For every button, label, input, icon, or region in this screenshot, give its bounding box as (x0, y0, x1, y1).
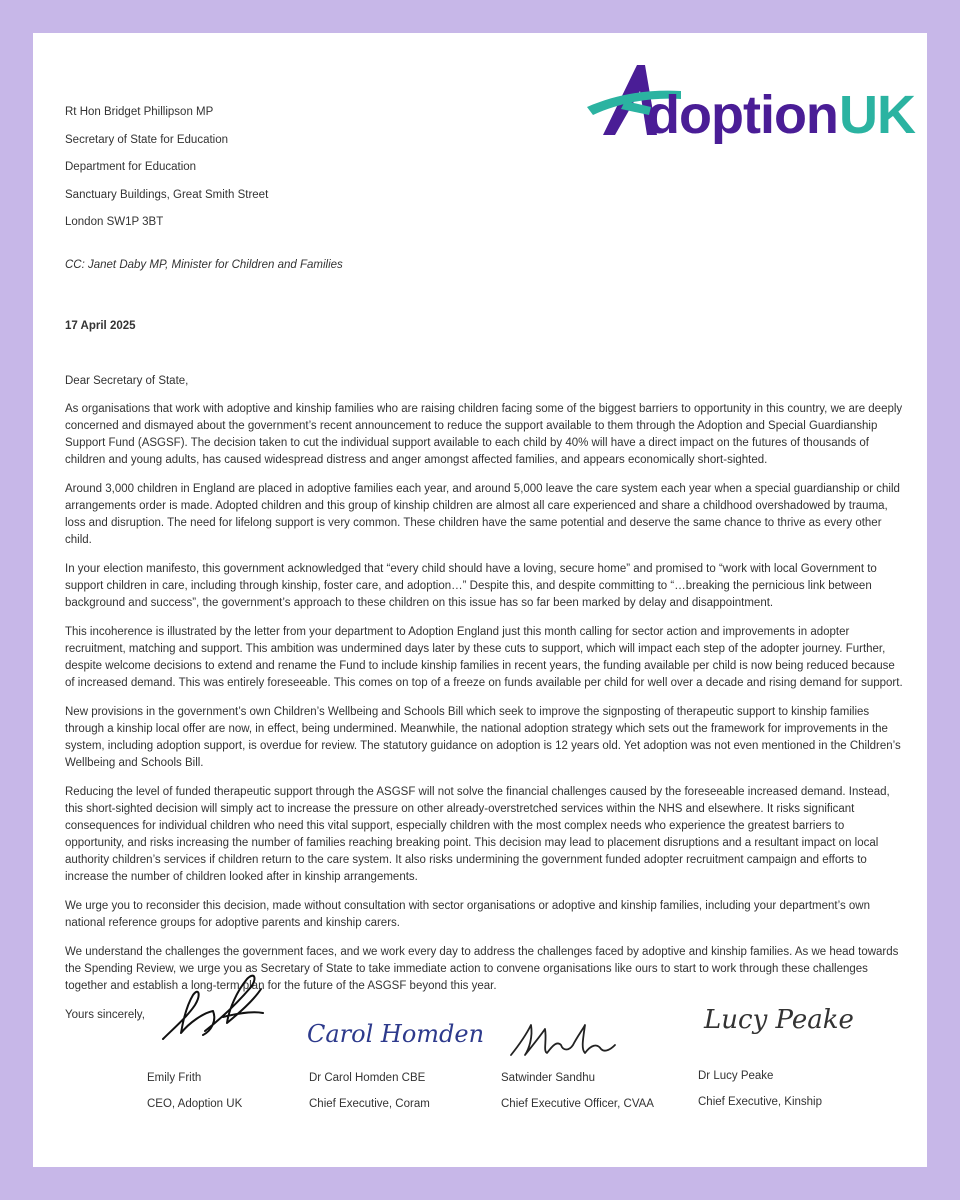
svg-text:doption: doption (647, 85, 838, 145)
letter-body (65, 373, 905, 1036)
signatory-name: Emily Frith (147, 1072, 202, 1084)
signatory-name: Satwinder Sandhu (501, 1072, 595, 1084)
address-line: Rt Hon Bridget Phillipson MP (65, 106, 214, 118)
svg-text:UK: UK (839, 85, 915, 145)
handwritten-signature (303, 1008, 485, 1058)
paragraph: Reducing the level of funded therapeutic support through the ASGSF will not solve the financial challenges caused by the foreseeable increased demand. Instead, this short-sighted decision will simply act to increase the pressure on other already-overstretched services within the NHS and elsewhere. It risks significant consequences for individual children who need this vital support, especially children with the most complex needs who experience the greatest barriers to opportunity, and risks increasing the number of families reaching breaking point. This decision may lead to placement disruptions and a resultant impact on local authority children’s services if children return to the care system. It also risks undermining the government funded adopter recruitment campaign and efforts to increase the number of children looked after in kinship arrangements. (65, 786, 890, 883)
signatory-title: Chief Executive, Coram (309, 1098, 430, 1110)
paragraph: As organisations that work with adoptive and kinship families who are raising children facing some of the biggest barriers to opportunity in this country, we are deeply concerned and dismayed about the government’s recent announcement to reduce the support available to them through the Adoption and Special Guardianship Support Fund (ASGSF). The decision taken to cut the individual support available to each child by 40% will have a direct impact on the futures of thousands of children and young adults, has caused widespread distress and anger amongst affected families, and appears economically short-sighted. (65, 403, 903, 466)
handwritten-signature (698, 988, 854, 1048)
signatory-name: Dr Carol Homden CBE (309, 1072, 426, 1084)
paragraph: We urge you to reconsider this decision, made without consultation with sector organisations or adoptive and kinship families, including your department’s own national reference groups for adoptive parents and kinship carers. (65, 900, 871, 929)
address-line: Sanctuary Buildings, Great Smith Street (65, 188, 269, 201)
paragraph: We understand the challenges the government faces, and we work every day to address the challenges faced by adoptive and kinship families. As we head towards the Spending Review, we urge you as Secretary of State to take immediate action to convene organisations like ours to start to work through these challenges together and establish a long-term plan for the future of the ASGSF beyond this year. (65, 946, 899, 992)
signatory-name: Dr Lucy Peake (698, 1070, 774, 1082)
closing: Yours sincerely, (65, 1009, 145, 1021)
adoption-uk-logo (585, 55, 915, 147)
cc-line: CC: Janet Daby MP, Minister for Children and Families (65, 259, 343, 271)
handwritten-signature (143, 961, 283, 1043)
signatory-title: CEO, Adoption UK (147, 1098, 243, 1110)
signatory-title: Chief Executive, Kinship (698, 1096, 823, 1108)
signature-script: Carol Homden (307, 1020, 485, 1048)
handwritten-signature (503, 1015, 623, 1061)
signature-block-satwinder-sandhu (501, 1015, 654, 1110)
paragraph: This incoherence is illustrated by the letter from your department to Adoption England just this month calling for sector action and improvements in adopter recruitment, matching and support. This ambition was undermined days later by these cuts to support, which will impact each step of the adopter journey. Further, despite welcome decisions to extend and rename the Fund to include kinship families in recent years, the funding available per child is now being reduced because of increased demand. This was entirely foreseeable. This comes on top of a freeze on funds available per child for well over a decade and rising demand for support. (65, 626, 903, 689)
recipient-address (65, 99, 268, 237)
address-line: Department for Education (65, 161, 197, 173)
signature-block-emily-frith (143, 961, 283, 1110)
salutation: Dear Secretary of State, (65, 375, 189, 387)
signatory-title: Chief Executive Officer, CVAA (501, 1098, 654, 1110)
signature-block-carol-homden (303, 1008, 485, 1110)
signature-script: Lucy Peake (704, 1005, 854, 1035)
paragraph: New provisions in the government’s own Children’s Wellbeing and Schools Bill which seek to improve the signposting of therapeutic support to kinship families through a kinship local offer are now, in effect, being undermined. Meanwhile, the national adoption strategy which sets out the framework for improvements in the system, including adoption support, is overdue for review. The statutory guidance on adoption is 12 years old. Yet adoption was not even mentioned in the Children’s Wellbeing and Schools Bill. (65, 706, 901, 769)
address-line: London SW1P 3BT (65, 216, 164, 228)
letter-page (33, 33, 927, 1167)
letter-date: 17 April 2025 (65, 320, 136, 332)
address-line: Secretary of State for Education (65, 133, 229, 146)
signature-block-lucy-peake (698, 988, 854, 1108)
paragraph: In your election manifesto, this government acknowledged that “every child should have a loving, secure home” and promised to “work with local Government to support children in care, including through kinship, foster care, and adoption…” Despite this, and despite committing to “…breaking the pernicious link between background and success”, the government’s approach to these children on this issue has so far been marked by delay and disappointment. (65, 563, 877, 609)
paragraph: Around 3,000 children in England are placed in adoptive families each year, and around 5,000 leave the care system each year when a special guardianship or child arrangements order is made. Adopted children and this group of kinship children are almost all care experienced and share a childhood overshadowed by trauma, loss and disruption. The need for lifelong support is very common. These children have the same potential and deserve the same chance to thrive as every other child. (65, 483, 900, 546)
